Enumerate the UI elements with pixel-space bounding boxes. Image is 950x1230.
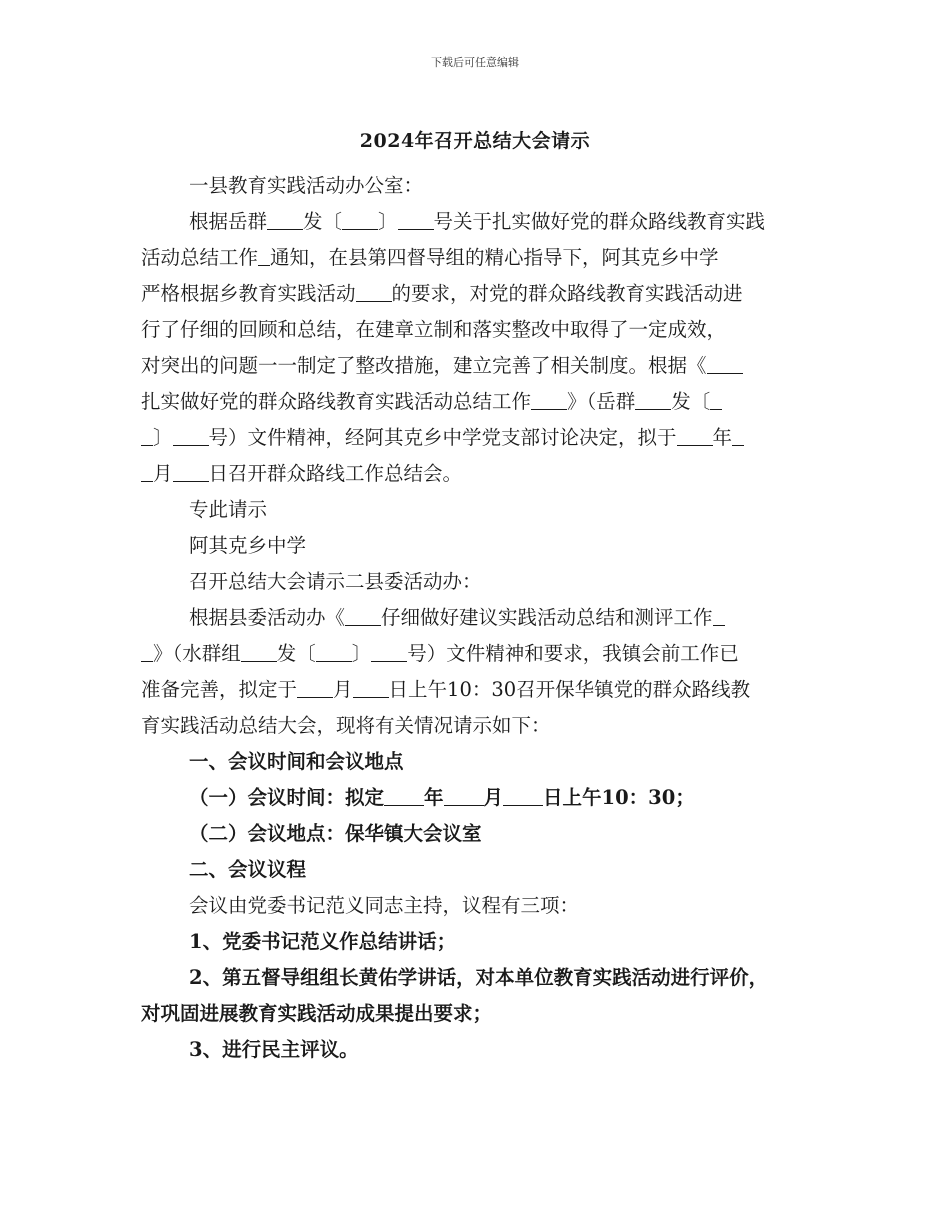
blank — [258, 245, 270, 266]
second-request-heading: 召开总结大会请示二县委活动办： — [189, 570, 482, 593]
agenda-item-1: 1、党委书记范义作总结讲话； — [189, 930, 457, 953]
meeting-time: （一）会议时间：拟定 年 月 日上午10：30； — [189, 786, 695, 809]
blank — [141, 461, 153, 482]
blank — [342, 209, 378, 230]
blank — [444, 785, 484, 806]
blank — [316, 641, 352, 662]
section-heading-1: 一、会议时间和会议地点 — [189, 750, 404, 773]
blank — [371, 641, 407, 662]
blank — [707, 353, 743, 374]
closing-request: 专此请示 — [189, 498, 268, 521]
blank — [173, 461, 209, 482]
blank — [345, 605, 381, 626]
sender-name: 阿其克乡中学 — [189, 534, 307, 557]
blank — [173, 425, 209, 446]
blank — [732, 425, 744, 446]
blank — [353, 677, 389, 698]
paragraph-1: 根据岳群 发〔 〕 号关于扎实做好党的群众路线教育实践 活动总结工作 通知，在县第四督导组的精心指导下，阿其克乡中学 严格根据乡教育实践活动 的要求，对党的群众路线教育实践活动进 行了仔细的回顾和总结，在建章立制和落实整改中取得了一定成效， 对突出的问题一一制定了整改措施，建立完善了相关制度。根据《 扎实做好党的群众路线教育实践活动总结工作 》（岳群 发〔 〕 号）文件精神，经阿其克乡中学党支部讨论决定，拟于 年 月 日召开群众路线工作总结会。 — [141, 210, 766, 485]
blank — [297, 677, 333, 698]
blank — [241, 641, 277, 662]
agenda-item-2: 2、第五督导组组长黄佑学讲话，对本单位教育实践活动进行评价， 对巩固进展教育实践活动成果提出要求； — [141, 966, 769, 1025]
blank — [141, 641, 153, 662]
page-header: 下载后可任意编辑 — [431, 56, 519, 69]
blank — [356, 281, 392, 302]
paragraph-2: 根据县委活动办《 仔细做好建议实践活动总结和测评工作 》（水群组 发〔 〕 号）文件精神和要求，我镇会前工作已 准备完善，拟定于 月 日上午10：30召开保华镇党的群众路线教 育实践活动总结大会，现将有关情况请示如下： — [141, 606, 751, 737]
blank — [710, 389, 722, 410]
section-heading-2: 二、会议议程 — [189, 858, 307, 881]
blank — [677, 425, 713, 446]
blank — [713, 605, 725, 626]
agenda-intro: 会议由党委书记范义同志主持，议程有三项： — [189, 894, 580, 917]
blank — [141, 425, 153, 446]
blank — [398, 209, 434, 230]
blank — [635, 389, 671, 410]
salutation: 一县教育实践活动办公室： — [189, 174, 424, 197]
blank — [531, 389, 567, 410]
blank — [384, 785, 424, 806]
agenda-item-3: 3、进行民主评议。 — [189, 1038, 359, 1061]
meeting-location: （二）会议地点：保华镇大会议室 — [189, 822, 482, 845]
document-body — [141, 168, 813, 1068]
blank — [267, 209, 303, 230]
document-title: 2024年召开总结大会请示 — [359, 130, 591, 152]
blank — [503, 785, 543, 806]
